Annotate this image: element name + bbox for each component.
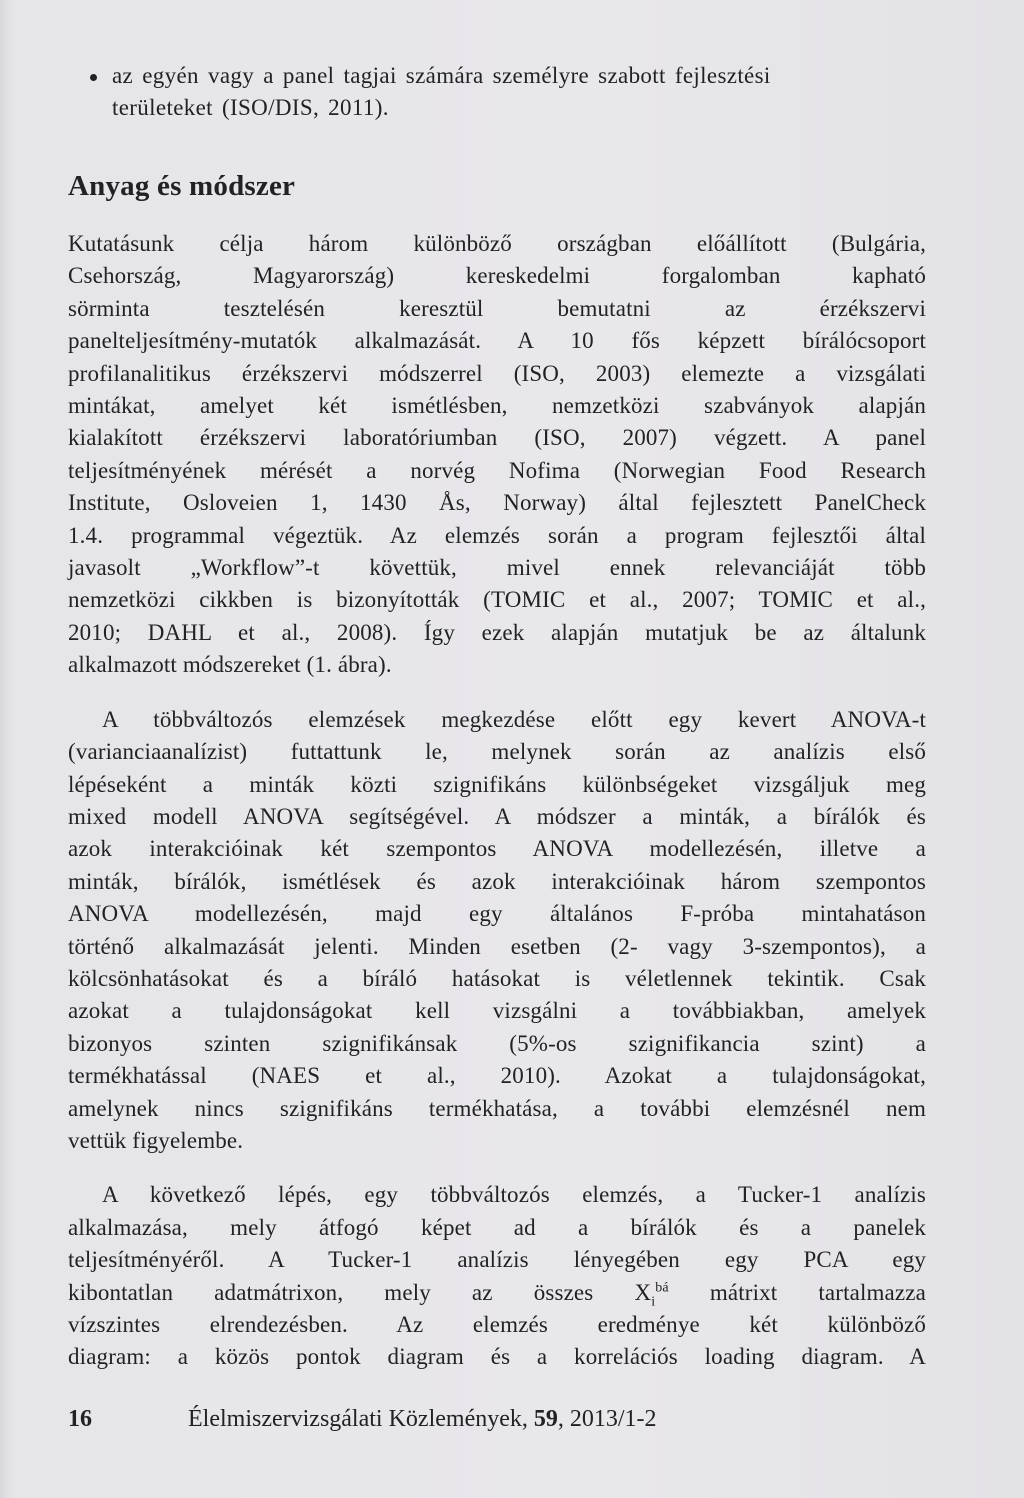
journal-reference: [188, 1404, 657, 1434]
text-line: nemzetközi cikkben is bizonyították (TOMIC et al., 2007; TOMIC et al.,: [68, 587, 926, 613]
paragraph-1: [68, 228, 926, 682]
text-line: ANOVA modellezésén, majd egy általános F-próba mintahatáson: [68, 901, 926, 927]
text-line: minták, bírálók, ismétlések és azok interakcióinak három szempontos: [68, 868, 926, 894]
text-line: alkalmazása, mely átfogó képet ad a bírálók és a panelek: [68, 1214, 926, 1240]
text-line: profilanalitikus érzékszervi módszerrel (ISO, 2003) elemezte a vizsgálati: [68, 360, 926, 386]
text-line: Kutatásunk célja három különböző országban előállított (Bulgária,: [68, 231, 926, 256]
paragraph-2: [68, 704, 926, 1158]
text-line: kölcsönhatásokat és a bíráló hatásokat is véletlennek tekintik. Csak: [68, 965, 926, 991]
text-line: azokat a tulajdonságokat kell vizsgálni a továbbiakban, amelyek: [68, 998, 926, 1024]
text-line: amelynek nincs szignifikáns termékhatása, a további elemzésnél nem: [68, 1095, 926, 1121]
text-line: vízszintes elrendezésben. Az elemzés eredménye két különböző: [68, 1312, 926, 1337]
matrix-subscript: i: [651, 1294, 656, 1310]
text-line-with-matrix: [68, 1277, 926, 1309]
text-line: 2010; DAHL et al., 2008). Így ezek alapján mutatjuk be az általunk: [68, 619, 926, 645]
matrix-superscript: bá: [655, 1279, 669, 1295]
text-line: Csehország, Magyarország) kereskedelmi forgalomban kapható: [68, 263, 926, 289]
text-line: alkalmazott módszereket (1. ábra).: [68, 652, 392, 678]
paragraph-gap: [68, 1157, 926, 1179]
page-number: 16: [68, 1406, 92, 1432]
bullet-line: az egyén vagy a panel tagjai számára személyre szabott fejlesztési: [112, 63, 771, 88]
journal-volume: 59: [533, 1406, 558, 1432]
page-content: [68, 60, 926, 1374]
text-fragment: kibontatlan adatmátrixon, mely az összes X: [68, 1279, 652, 1305]
text-line: termékhatással (NAES et al., 2010). Azokat a tulajdonságokat,: [68, 1063, 926, 1089]
text-line: teljesítményének mérését a norvég Nofima (Norwegian Food Research: [68, 457, 926, 483]
text-line: kialakított érzékszervi laboratóriumban (ISO, 2007) végzett. A panel: [68, 425, 926, 451]
text-line: teljesítményéről. A Tucker-1 analízis lényegében egy PCA egy: [68, 1247, 926, 1273]
text-line: mixed modell ANOVA segítségével. A módszer a minták, a bírálók és: [68, 803, 926, 829]
text-line: történő alkalmazását jelenti. Minden esetben (2- vagy 3-szempontos), a: [68, 933, 926, 959]
text-line: lépéseként a minták közti szignifikáns különbségeket vizsgáljuk meg: [68, 771, 926, 797]
journal-issue: , 2013/1-2: [557, 1406, 657, 1432]
text-fragment: mátrixt tartalmazza: [668, 1279, 926, 1305]
text-line: panelteljesítmény-mutatók alkalmazását. A 10 fős képzett bírálócsoport: [68, 328, 926, 354]
text-line: javasolt „Workflow”-t követtük, mivel ennek relevanciáját több: [68, 555, 926, 581]
text-line: mintákat, amelyet két ismétlésben, nemzetközi szabványok alapján: [68, 393, 926, 419]
text-line: (varianciaanalízist) futtattunk le, melynek során az analízis első: [68, 739, 926, 765]
paragraph-gap: [68, 682, 926, 704]
text-line: A többváltozós elemzések megkezdése előtt egy kevert ANOVA-t: [102, 706, 926, 732]
text-line: 1.4. programmal végeztük. Az elemzés során a program fejlesztői által: [68, 522, 926, 548]
page-footer: [68, 1404, 868, 1434]
paragraph-3: [68, 1179, 926, 1373]
text-line: A következő lépés, egy többváltozós elemzés, a Tucker-1 analízis: [102, 1182, 926, 1208]
text-line: diagram: a közös pontok diagram és a korrelációs loading diagram. A: [68, 1344, 926, 1370]
text-line: Institute, Osloveien 1, 1430 Ås, Norway) által fejlesztett PanelCheck: [68, 490, 926, 516]
text-line: sörminta tesztelésén keresztül bemutatni az érzékszervi: [68, 295, 926, 321]
text-line: vettük figyelembe.: [68, 1127, 244, 1153]
bullet-dot-icon: [90, 74, 97, 81]
journal-title: Élelmiszervizsgálati Közlemények,: [188, 1406, 534, 1432]
text-line: azok interakcióinak két szempontos ANOVA modellezésén, illetve a: [68, 836, 926, 862]
section-heading: Anyag és módszer: [68, 170, 296, 202]
bullet-line: területeket (ISO/DIS, 2011).: [112, 95, 389, 120]
text-line: bizonyos szinten szignifikánsak (5%-os szignifikancia szint) a: [68, 1030, 926, 1056]
bullet-item: [68, 60, 926, 124]
